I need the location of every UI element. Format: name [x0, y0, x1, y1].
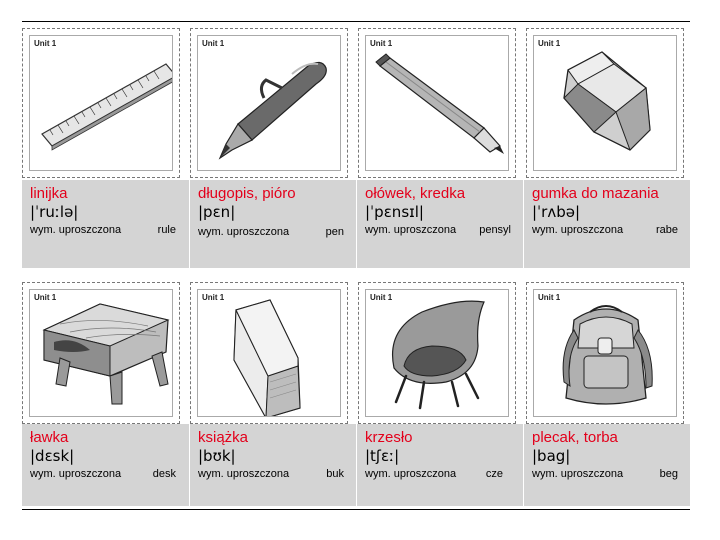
simplified-label: wym. uproszczona: [30, 468, 122, 480]
flashcard-pen: [190, 28, 348, 178]
simplified-value: rule: [157, 224, 176, 236]
label-band-row-2: [22, 424, 690, 506]
phonetic-transcription: |ˈrʌbə|: [532, 203, 581, 221]
label-cell-pen: [189, 180, 355, 268]
simplified-pronunciation: [198, 224, 350, 240]
word-polish: gumka do mazania: [532, 185, 659, 202]
phonetic-transcription: |ˈruːlə|: [30, 203, 79, 221]
simplified-value: cze: [485, 468, 503, 480]
phonetic-transcription: |dɛsk|: [30, 447, 75, 465]
label-cell-chair: [356, 424, 522, 506]
simplified-value: rabe: [655, 224, 678, 236]
word-polish: krzesło: [365, 429, 413, 446]
simplified-label: wym. uproszczona: [365, 224, 457, 236]
ruler-icon: [30, 36, 173, 171]
phonetic-transcription: |bʊk|: [198, 447, 236, 465]
simplified-value: beg: [659, 468, 678, 480]
flashcard-book: [190, 282, 348, 424]
flashcard-chair: [358, 282, 516, 424]
flashcard-desk: [22, 282, 180, 424]
word-polish: długopis, pióro: [198, 185, 296, 202]
label-cell-backpack: [523, 424, 689, 506]
unit-label: Unit 1: [538, 293, 561, 302]
unit-label: Unit 1: [34, 293, 57, 302]
pencil-icon: [366, 36, 509, 171]
label-cell-ruler: [22, 180, 188, 268]
simplified-pronunciation: [198, 466, 350, 482]
simplified-label: wym. uproszczona: [532, 224, 624, 236]
flashcard-eraser: [526, 28, 684, 178]
simplified-value: buk: [326, 468, 344, 480]
unit-label: Unit 1: [370, 39, 393, 48]
simplified-pronunciation: [30, 466, 182, 482]
unit-label: Unit 1: [202, 39, 225, 48]
simplified-label: wym. uproszczona: [198, 468, 290, 480]
word-polish: ławka: [30, 429, 69, 446]
phonetic-transcription: |bag|: [532, 447, 571, 465]
phonetic-transcription: |pɛn|: [198, 203, 236, 221]
pen-icon: [198, 36, 341, 171]
card-row-1: [22, 28, 692, 178]
flashcard-backpack: [526, 282, 684, 424]
label-cell-book: [189, 424, 355, 506]
word-polish: linijka: [30, 185, 68, 202]
unit-label: Unit 1: [34, 39, 57, 48]
word-polish: książka: [198, 429, 249, 446]
card-row-2: [22, 282, 692, 424]
unit-label: Unit 1: [202, 293, 225, 302]
simplified-label: wym. uproszczona: [198, 226, 290, 238]
book-icon: [198, 290, 341, 417]
label-cell-eraser: [523, 180, 689, 268]
simplified-value: desk: [152, 468, 176, 480]
simplified-pronunciation: [365, 222, 517, 238]
flashcard-pencil: [358, 28, 516, 178]
simplified-pronunciation: [532, 222, 684, 238]
simplified-pronunciation: [532, 466, 684, 482]
phonetic-transcription: |ˈpɛnsɪl|: [365, 203, 424, 221]
word-polish: ołówek, kredka: [365, 185, 466, 202]
label-cell-pencil: [356, 180, 522, 268]
unit-label: Unit 1: [538, 39, 561, 48]
bottom-rule: [22, 509, 690, 510]
label-cell-desk: [22, 424, 188, 506]
phonetic-transcription: |tʃɛː|: [365, 447, 400, 465]
top-rule: [22, 21, 690, 22]
simplified-pronunciation: [30, 222, 182, 238]
flashcard-ruler: [22, 28, 180, 178]
backpack-icon: [534, 290, 677, 417]
simplified-value: pen: [325, 226, 344, 238]
simplified-pronunciation: [365, 466, 517, 482]
simplified-label: wym. uproszczona: [365, 468, 457, 480]
unit-label: Unit 1: [370, 293, 393, 302]
simplified-label: wym. uproszczona: [532, 468, 624, 480]
label-band-row-1: [22, 180, 690, 268]
chair-icon: [366, 290, 509, 417]
word-polish: plecak, torba: [532, 429, 618, 446]
simplified-value: pensyl: [479, 224, 511, 236]
eraser-icon: [534, 36, 677, 171]
simplified-label: wym. uproszczona: [30, 224, 122, 236]
desk-icon: [30, 290, 173, 417]
